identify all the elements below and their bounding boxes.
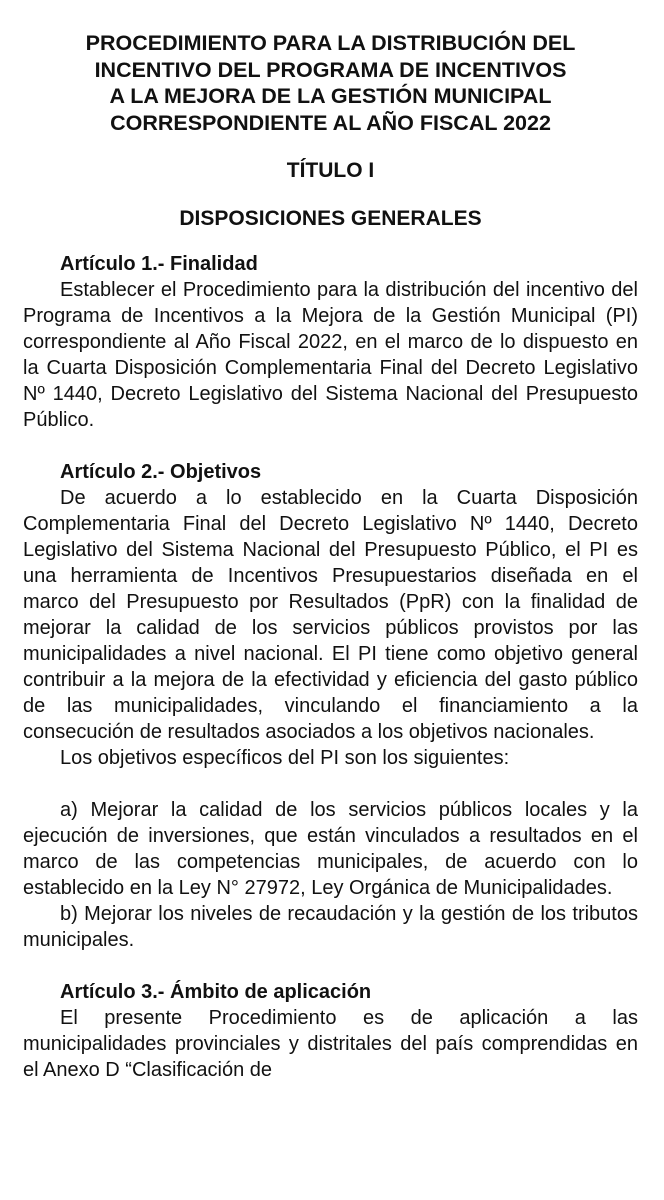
document-title-line-1: PROCEDIMIENTO PARA LA DISTRIBUCIÓN DEL (85, 31, 576, 55)
article-3-paragraph: El presente Procedimiento es de aplicación a las municipalidades provinciales y distritales del país comprendidas en el Anexo D “Clasificación de (23, 1007, 638, 1081)
paragraph-spacer (23, 771, 638, 797)
titulo-heading: TÍTULO I (286, 159, 375, 182)
document-title-line-2: INCENTIVO DEL PROGRAMA DE INCENTIVOS (94, 57, 567, 82)
article-2-item-a: a) Mejorar la calidad de los servicios públicos locales y la ejecución de inversiones, que están vinculados a resultados en el marco de las competencias municipales, de acuerdo con lo establecido en la Ley N° 27972, Ley Orgánica de Municipalidades. (23, 799, 638, 899)
article-2-item-b: b) Mejorar los niveles de recaudación y la gestión de los tributos municipales. (23, 903, 638, 951)
article-1-paragraph: Establecer el Procedimiento para la distribución del incentivo del Programa de Incentivos a la Mejora de la Gestión Municipal (PI) correspondiente al Año Fiscal 2022, en el marco de lo dispuesto en la Cuarta Disposición Complementaria Final del Decreto Legislativo Nº 1440, Decreto Legislativo del Sistema Nacional del Presupuesto Público. (23, 279, 638, 431)
document-title-line-3: A LA MEJORA DE LA GESTIÓN MUNICIPAL (109, 84, 552, 108)
article-2-paragraph-2: Los objetivos específicos del PI son los siguientes: (60, 747, 510, 769)
article-3-heading: Artículo 3.- Ámbito de aplicación (60, 981, 372, 1003)
section-heading: DISPOSICIONES GENERALES (179, 207, 482, 230)
article-2-paragraph-1: De acuerdo a lo establecido en la Cuarta Disposición Complementaria Final del Decreto Legislativo Nº 1440, Decreto Legislativo del Sistema Nacional del Presupuesto Público, el PI es una herramienta de Incentivos Presupuestarios diseñada en el marco del Presupuesto por Resultados (PpR) con la finalidad de mejorar la calidad de los servicios públicos provistos por las municipalidades a nivel nacional. El PI tiene como objetivo general contribuir a la mejora de la efectividad y eficiencia del gasto público de las municipalidades, vinculando el financiamiento a la consecución de resultados asociados a los objetivos nacionales. (23, 487, 638, 743)
article-2-heading: Artículo 2.- Objetivos (60, 461, 262, 483)
document-title-line-4: CORRESPONDIENTE AL AÑO FISCAL 2022 (110, 110, 551, 135)
document-title (23, 30, 638, 136)
article-1-heading: Artículo 1.- Finalidad (60, 253, 258, 275)
